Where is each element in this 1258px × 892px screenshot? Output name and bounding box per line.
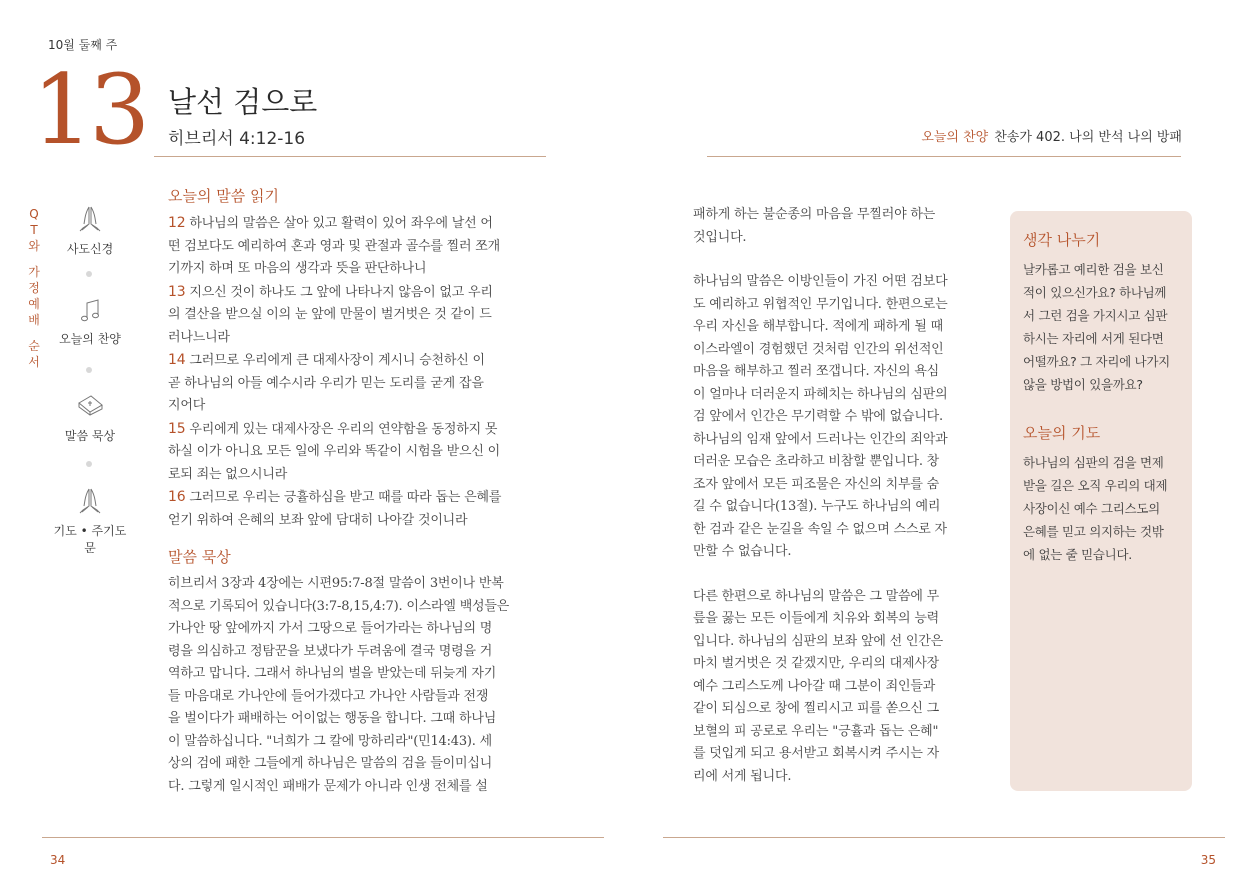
meditation-line: 역하고 맙니다. 그래서 하나님의 벌을 받았는데 뒤늦게 자기 <box>168 666 497 681</box>
prayer-line: 사장이신 예수 그리스도의 <box>1023 501 1160 516</box>
step-todays-hymn <box>52 298 128 347</box>
body-line: 더러운 모습은 초라하고 비참할 뿐입니다. 창 <box>693 454 940 469</box>
verse-number: 13 <box>168 283 186 300</box>
body-line: 릎을 꿇는 모든 이들에게 치유와 회복의 능력 <box>693 611 940 626</box>
meditation-line: 령을 의심하고 정탐꾼을 보냈다가 두려움에 결국 명령을 거 <box>168 643 493 659</box>
meditation-line: 상의 검에 패한 그들에게 하나님은 말씀의 검을 들이미십니 <box>168 756 493 771</box>
week-label: 10월 둘째 주 <box>48 38 118 52</box>
step-separator-dot <box>86 271 92 277</box>
hymn-label: 오늘의 찬양 <box>921 130 989 145</box>
share-line: 날카롭고 예리한 검을 보신 <box>1023 262 1164 277</box>
meditation-line: 적으로 기록되어 있습니다(3:7-8,15,4:7). 이스라엘 백성들은 <box>168 598 510 614</box>
verse-line: 지으신 것이 하나도 그 앞에 나타나지 않음이 없고 우리 <box>189 284 493 300</box>
meditation-heading: 말씀 묵상 <box>168 548 231 566</box>
qt-vertical-title <box>27 206 41 370</box>
body-line: 만할 수 없습니다. <box>693 544 792 559</box>
step-label: 기도 • 주기도문 <box>53 524 127 555</box>
vertical-char: 예 <box>28 297 40 311</box>
step-word-meditation <box>52 393 128 444</box>
vertical-char: 와 <box>28 239 40 253</box>
day-number: 13 <box>32 54 147 166</box>
meditation-line: 가나안 땅 앞에까지 가서 그땅으로 들어가라는 하나님의 명 <box>168 621 493 636</box>
body-line: 하나님의 임재 앞에서 드러나는 인간의 죄악과 <box>693 431 948 447</box>
right-column <box>693 204 993 810</box>
praying-hands-icon <box>76 486 104 516</box>
todays-hymn <box>921 126 1182 145</box>
continuation-paragraph <box>693 204 993 249</box>
body-line: 리에 서게 됩니다. <box>693 768 792 784</box>
continuation-paragraph <box>693 271 993 564</box>
hymn-title: 찬송가 402. 나의 반석 나의 방패 <box>994 130 1182 145</box>
verse-line: 기까지 하며 또 마음의 생각과 뜻을 판단하나니 <box>168 261 427 276</box>
step-label: 사도신경 <box>66 242 114 256</box>
page-title: 날선 검으로 <box>168 85 318 119</box>
verse-15 <box>168 418 550 487</box>
verse-13 <box>168 281 550 350</box>
meditation-line: 들 마음대로 가나안에 들어가겠다고 가나안 사람들과 전쟁 <box>168 688 489 704</box>
share-heading: 생각 나누기 <box>1023 231 1101 249</box>
verse-line: 하실 이가 아니요 모든 일에 우리와 똑같이 시험을 받으신 이 <box>168 444 500 459</box>
vertical-char: 가 <box>28 265 40 279</box>
footer-divider-left <box>42 837 604 838</box>
verse-line: 의 결산을 받으실 이의 눈 앞에 만물이 벌거벗은 것 같이 드 <box>168 307 492 322</box>
vertical-char: 순 <box>28 339 40 353</box>
verse-line: 지어다 <box>168 398 206 413</box>
prayer-line: 에 없는 줄 믿습니다. <box>1023 547 1132 562</box>
verse-number: 12 <box>168 215 186 231</box>
verse-line: 하나님의 말씀은 살아 있고 활력이 있어 좌우에 날선 어 <box>189 216 493 231</box>
meditation-line: 이 말씀하십니다. "너희가 그 칼에 망하리라"(민14:43). 세 <box>168 733 493 749</box>
verse-line: 떤 검보다도 예리하여 혼과 영과 및 관절과 골수를 찔러 쪼개 <box>168 238 500 254</box>
share-line: 서 그런 검을 가지시고 심판 <box>1023 308 1168 323</box>
prayer-line: 받을 길은 오직 우리의 대제 <box>1023 478 1168 493</box>
vertical-char: 정 <box>28 281 40 295</box>
verse-14 <box>168 349 550 418</box>
bible-icon <box>75 393 105 421</box>
prayer-line: 하나님의 심판의 검을 면제 <box>1023 455 1164 470</box>
meditation-line: 을 벌이다가 패배하는 어이없는 행동을 합니다. 그때 하나님 <box>168 711 497 726</box>
vertical-gap <box>27 328 41 338</box>
verse-line: 러나느니라 <box>168 329 230 345</box>
body-line: 한 검과 같은 눈길을 속일 수 없으며 스스로 자 <box>693 521 947 537</box>
body-line: 보혈의 피 공로로 우리는 "긍휼과 돕는 은혜" <box>693 723 939 739</box>
verse-line: 그러므로 우리는 긍휼하심을 받고 때를 따라 돕는 은혜를 <box>189 490 502 505</box>
body-line: 도 예리하고 위협적인 무기입니다. 한편으로는 <box>693 296 948 312</box>
praying-hands-icon <box>76 204 104 234</box>
share-line: 않을 방법이 있을까요? <box>1023 377 1143 392</box>
header-divider-left <box>154 156 546 157</box>
meditation-line: 히브리서 3장과 4장에는 시편95:7-8절 말씀이 3번이나 반복 <box>168 576 504 591</box>
step-apostles-creed <box>52 204 128 257</box>
body-line: 예수 그리스도께 나아갈 때 그분이 죄인들과 <box>693 678 936 694</box>
body-line: 우리 자신을 해부합니다. 적에게 패하게 될 때 <box>693 319 943 334</box>
verse-line: 우리에게 있는 대제사장은 우리의 연약함을 동정하지 못 <box>189 421 498 437</box>
body-line: 마치 벌거벗은 것 같겠지만, 우리의 대제사장 <box>693 656 940 671</box>
body-line: 길 수 없습니다(13절). 누구도 하나님의 예리 <box>693 499 941 514</box>
body-line: 검 앞에서 인간은 무기력할 수 밖에 없습니다. <box>693 409 943 424</box>
body-line: 를 덧입게 되고 용서받고 회복시켜 주시는 자 <box>693 746 940 761</box>
body-line: 같이 되심으로 창에 찔리시고 피를 쏟으신 그 <box>693 701 940 716</box>
verse-number: 14 <box>168 352 186 368</box>
step-label: 오늘의 찬양 <box>59 332 121 346</box>
share-line: 어떨까요? 그 자리에 나가지 <box>1023 354 1170 369</box>
step-prayer <box>52 486 128 556</box>
sharing-box <box>1010 211 1192 791</box>
vertical-char: Q <box>29 207 39 221</box>
verse-12 <box>168 212 550 281</box>
step-separator-dot <box>86 461 92 467</box>
prayer-line: 은혜를 믿고 의지하는 것밖 <box>1023 524 1164 539</box>
footer-divider-right <box>663 837 1225 838</box>
vertical-char: 배 <box>28 313 40 327</box>
verse-line: 로되 죄는 없으시니라 <box>168 466 288 482</box>
verse-number: 15 <box>168 420 186 437</box>
verse-number: 16 <box>168 489 186 505</box>
header-divider-right <box>707 156 1181 157</box>
verse-16 <box>168 486 550 532</box>
body-line: 하나님의 말씀은 이방인들이 가진 어떤 검보다 <box>693 274 948 289</box>
body-line: 마음을 해부하고 찔러 쪼갭니다. 자신의 욕심 <box>693 364 940 379</box>
reading-heading: 오늘의 말씀 읽기 <box>168 187 279 205</box>
body-line: 조자 앞에서 모든 피조물은 자신의 치부를 숨 <box>693 476 940 492</box>
step-separator-dot <box>86 367 92 373</box>
body-line: 이스라엘이 경험했던 것처럼 인간의 위선적인 <box>693 341 944 357</box>
body-line: 패하게 하는 불순종의 마음을 무찔러야 하는 <box>693 207 936 222</box>
verse-line: 얻기 위하여 은혜의 보좌 앞에 담대히 나아갈 것이니라 <box>168 512 468 528</box>
vertical-char: 서 <box>28 355 40 369</box>
step-label: 말씀 묵상 <box>64 429 116 443</box>
share-line: 하시는 자리에 서게 된다면 <box>1023 331 1164 346</box>
continuation-paragraph <box>693 586 993 789</box>
vertical-char: T <box>30 223 38 237</box>
body-line: 이 얼마나 더러운지 파헤치는 하나님의 심판의 <box>693 386 948 402</box>
page-number-right: 35 <box>1200 853 1216 867</box>
meditation-line: 다. 그렇게 일시적인 패배가 문제가 아니라 인생 전체를 설 <box>168 778 488 794</box>
body-line: 입니다. 하나님의 심판의 보좌 앞에 선 인간은 <box>693 633 943 649</box>
scripture-reference: 히브리서 4:12-16 <box>168 129 306 149</box>
share-line: 적이 있으신가요? 하나님께 <box>1023 285 1167 300</box>
body-line: 다른 한편으로 하나님의 말씀은 그 말씀에 무 <box>693 588 940 604</box>
verse-line: 그러므로 우리에게 큰 대제사장이 계시니 승천하신 이 <box>189 353 485 368</box>
page-number-left: 34 <box>50 853 66 867</box>
box-spacer <box>1023 396 1179 422</box>
music-note-icon <box>78 298 102 324</box>
verse-line: 곧 하나님의 아들 예수시라 우리가 믿는 도리를 굳게 잡을 <box>168 375 484 391</box>
meditation-text <box>168 573 550 798</box>
body-line: 것입니다. <box>693 229 747 245</box>
left-column <box>168 185 550 798</box>
prayer-heading: 오늘의 기도 <box>1023 424 1101 442</box>
vertical-gap <box>27 254 41 264</box>
